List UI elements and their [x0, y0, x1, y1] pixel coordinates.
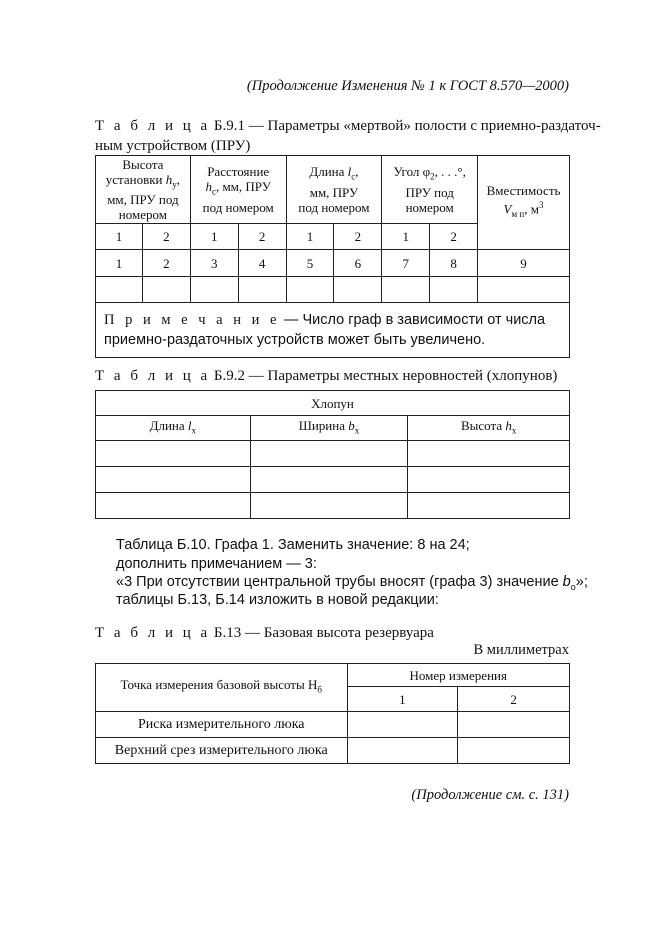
empty-cell [96, 277, 143, 303]
col-number: 1 [96, 250, 143, 277]
col-height: Высота $h_x$ [408, 416, 570, 441]
col-number: 6 [334, 250, 382, 277]
sub-number: 2 [334, 224, 382, 250]
group-header-khlopun: Хлопун [96, 391, 570, 416]
caption-text: Б.13 — Базовая высота резервуара [210, 625, 434, 641]
header-volume: Вместимость $V_{м п}$, $м^3$ [478, 156, 570, 250]
header-measure-number: Номер измерения [347, 664, 570, 687]
sub-number: 1 [96, 224, 143, 250]
col-number: 2 [142, 250, 190, 277]
table-note [96, 303, 570, 358]
caption-word: Т а б л и ц а [95, 118, 211, 134]
table-b92-caption [95, 366, 557, 386]
empty-cell [96, 467, 251, 493]
body-line-1: Таблица Б.10. Графа 1. Заменить значение: 8 на 24; [116, 537, 470, 553]
empty-cell [458, 738, 570, 764]
col-number: 3 [190, 250, 238, 277]
sub-number: 1 [190, 224, 238, 250]
caption-text: Б.9.1 — Параметры «мертвой» полости с приемно-раздаточ- [210, 118, 601, 134]
empty-cell [190, 277, 238, 303]
header-n1: 1 [347, 687, 458, 712]
table-b91 [95, 155, 570, 358]
empty-cell [96, 493, 251, 519]
empty-cell [347, 738, 458, 764]
empty-cell [458, 712, 570, 738]
sub-number: 1 [382, 224, 430, 250]
empty-cell [382, 277, 430, 303]
row-label: Риска измерительного люка [96, 712, 348, 738]
empty-cell [430, 277, 478, 303]
empty-cell [347, 712, 458, 738]
empty-cell [334, 277, 382, 303]
header-distance: Расстояние $h_c$, мм, ПРУ под номером [190, 156, 286, 224]
header-n2: 2 [458, 687, 570, 712]
sub-number: 2 [142, 224, 190, 250]
note-text: — Число граф в зависимости от числа приемно-раздаточных устройств может быть увеличено. [104, 312, 546, 348]
row-label: Верхний срез измерительного люка [96, 738, 348, 764]
col-number: 4 [238, 250, 286, 277]
empty-cell [408, 441, 570, 467]
table-b13-caption [95, 623, 434, 643]
body-line-2: дополнить примечанием — 3: [116, 556, 317, 572]
col-number: 9 [478, 250, 570, 277]
empty-cell [250, 467, 408, 493]
sub-number: 2 [238, 224, 286, 250]
body-line-4: таблицы Б.13, Б.14 изложить в новой редакции: [116, 592, 439, 608]
col-length: Длина $l_x$ [96, 416, 251, 441]
empty-cell [250, 441, 408, 467]
empty-cell [408, 467, 570, 493]
empty-cell [478, 277, 570, 303]
continued-footer: (Продолжение см. с. 131) [411, 787, 569, 803]
body-line-3: «3 При отсутствии центральной трубы вносят (графа 3) значение $b_о$»; [116, 574, 588, 592]
header-measure-point: Точка измерения базовой высоты $Н_б$ [96, 664, 348, 712]
table-b13 [95, 663, 570, 764]
sub-number: 1 [286, 224, 334, 250]
table-b91-caption [95, 116, 601, 156]
col-width: Ширина $b_x$ [250, 416, 408, 441]
empty-cell [96, 441, 251, 467]
table-b92 [95, 390, 570, 519]
col-number: 7 [382, 250, 430, 277]
units-label: В миллиметрах [473, 642, 569, 658]
header-angle: Угол $\varphi_2$, . . .°, ПРУ под номером [382, 156, 478, 224]
empty-cell [238, 277, 286, 303]
col-number: 5 [286, 250, 334, 277]
sub-number: 2 [430, 224, 478, 250]
empty-cell [408, 493, 570, 519]
caption-word: Т а б л и ц а [95, 368, 211, 384]
empty-cell [250, 493, 408, 519]
continued-header: (Продолжение Изменения № 1 к ГОСТ 8.570—2000) [246, 78, 569, 94]
header-length: Длина $l_c$, мм, ПРУ под номером [286, 156, 382, 224]
note-title: П р и м е ч а н и е [104, 312, 280, 328]
empty-cell [142, 277, 190, 303]
caption-text-line2: ным устройством (ПРУ) [95, 138, 251, 154]
empty-cell [286, 277, 334, 303]
header-height: Высота установки $h_у$, мм, ПРУ под номером [96, 156, 191, 224]
caption-word: Т а б л и ц а [95, 625, 211, 641]
caption-text: Б.9.2 — Параметры местных неровностей (хлопунов) [210, 368, 558, 384]
col-number: 8 [430, 250, 478, 277]
